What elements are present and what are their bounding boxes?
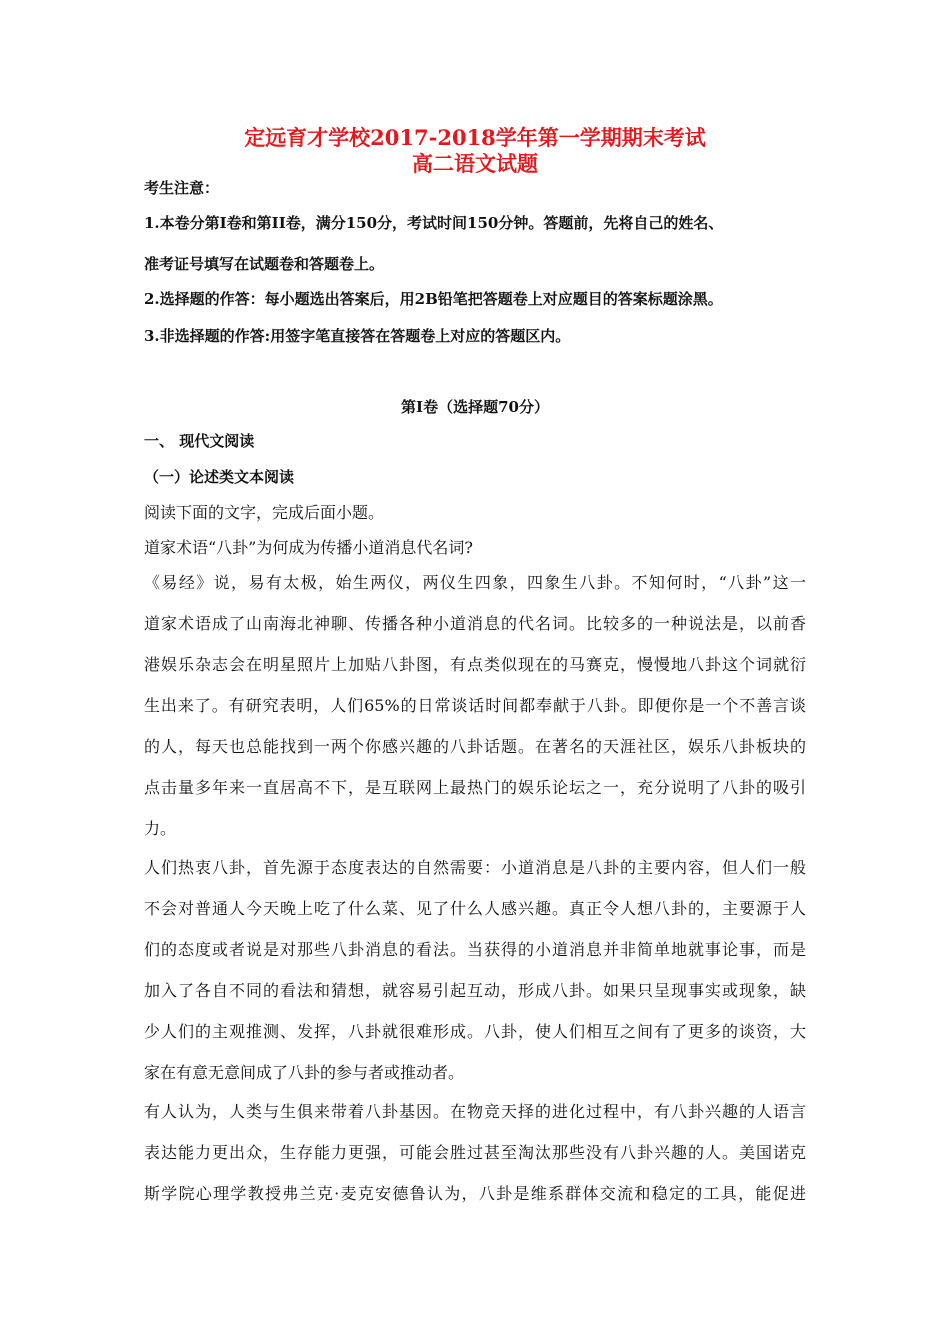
article-line: 加入了各自不同的看法和猜想，就容易引起互动，形成八卦。如果只呈现事实或现象，缺 (144, 981, 806, 1000)
article-title: 道家术语“八卦”为何成为传播小道消息代名词? (144, 538, 473, 557)
article-line: 表达能力更出众，生存能力更强，可能会胜过甚至淘汰那些没有八卦兴趣的人。美国诺克 (144, 1143, 806, 1162)
part-1-title: 第Ⅰ卷（选择题70分） (401, 398, 549, 416)
subsection-heading: （一）论述类文本阅读 (144, 468, 295, 486)
article-line: 不会对普通人今天晚上吃了什么菜、见了什么人感兴趣。真正令人想八卦的，主要源于人 (144, 899, 806, 918)
article-line: 点击量多年来一直居高不下，是互联网上最热门的娱乐论坛之一，充分说明了八卦的吸引 (144, 778, 806, 797)
article-line: 《易经》说，易有太极，始生两仪，两仪生四象，四象生八卦。不知何时，“八卦”这一 (144, 573, 806, 592)
article-line: 有人认为，人类与生俱来带着八卦基因。在物竞天择的进化过程中，有八卦兴趣的人语言 (144, 1102, 806, 1121)
notice-item-1: 1.本卷分第Ⅰ卷和第II卷，满分150分，考试时间150分钟。答题前，先将自己的姓名、 (144, 214, 724, 232)
exam-title: 定远育才学校2017-2018学年第一学期期末考试 (244, 125, 706, 150)
article-line: 的人，每天也总能找到一两个你感兴趣的八卦话题。在著名的天涯社区，娱乐八卦板块的 (144, 737, 806, 756)
article-line: 力。 (144, 819, 177, 838)
article-line: 家在有意无意间成了八卦的参与者或推动者。 (144, 1063, 465, 1082)
reading-instruction: 阅读下面的文字，完成后面小题。 (144, 503, 385, 522)
article-line: 生出来了。有研究表明，人们65%的日常谈话时间都奉献于八卦。即便你是一个不善言谈 (144, 696, 806, 715)
article-line: 斯学院心理学教授弗兰克·麦克安德鲁认为，八卦是维系群体交流和稳定的工具，能促进 (144, 1184, 806, 1203)
article-line: 人们热衷八卦，首先源于态度表达的自然需要：小道消息是八卦的主要内容，但人们一般 (144, 858, 806, 877)
article-line: 港娱乐杂志会在明星照片上加贴八卦图，有点类似现在的马赛克，慢慢地八卦这个词就衍 (144, 655, 806, 674)
notice-heading: 考生注意： (144, 179, 220, 197)
notice-item-2: 2.选择题的作答：每小题选出答案后，用2B铅笔把答题卷上对应题目的答案标题涂黑。 (144, 290, 723, 308)
article-line: 们的态度或者说是对那些八卦消息的看法。当获得的小道消息并非简单地就事论事，而是 (144, 940, 806, 959)
notice-item-1-cont: 准考证号填写在试题卷和答题卷上。 (144, 255, 385, 273)
section-heading: 一、 现代文阅读 (144, 432, 255, 450)
exam-subtitle: 高二语文试题 (412, 151, 538, 176)
notice-item-3: 3.非选择题的作答:用签字笔直接答在答题卷上对应的答题区内。 (144, 327, 571, 345)
article-line: 少人们的主观推测、发挥，八卦就很难形成。八卦，使人们相互之间有了更多的谈资，大 (144, 1022, 806, 1041)
article-line: 道家术语成了山南海北神聊、传播各种小道消息的代名词。比较多的一种说法是，以前香 (144, 614, 806, 633)
